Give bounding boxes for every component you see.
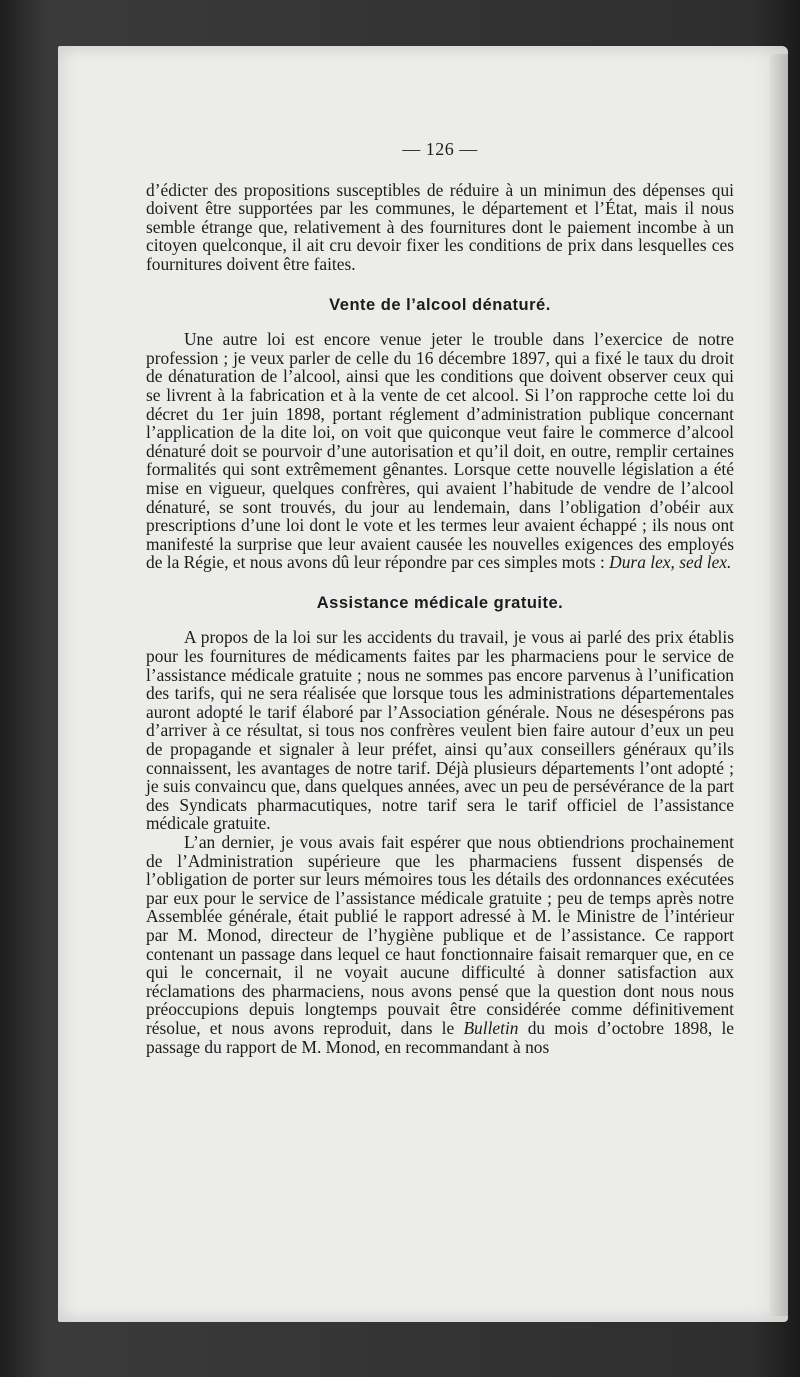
section-heading-assistance: Assistance médicale gratuite. <box>316 593 564 612</box>
paragraph-an-dernier <box>146 833 734 1056</box>
bulletin-title: Bulletin <box>463 1017 519 1038</box>
paragraph-an-dernier-end: du mois d’octobre 1898, le passage du rapport de M. Monod, en recommandant à nos <box>146 1017 734 1057</box>
paragraph-continuation: d’édicter des propositions susceptibles de réduire à un minimun des dépenses qui doivent être supportées par les communes, le département et l’État, mais il nous semble étrange que, relativement à des fournitures dont le paiement incombe à un citoyen quelconque, il ait cru devoir fixer les conditions de prix dans lesquelles ces fournitures doivent être faites. <box>146 179 734 274</box>
page-edge <box>770 54 788 1316</box>
page-number: — 126 — <box>402 139 478 159</box>
paragraph-an-dernier-start: L’an dernier, je vous avais fait espérer que nous obtiendrions prochainement de l’Administration supérieure que les pharmaciens fussent dispensés de l’obligation de porter sur leurs mémoires tous les détails des ordonnances exécutées par eux pour le service de l’assistance médicale gratuite ; peu de temps après notre Assemblée générale, était publié le rapport adressé à M. le Ministre de l’intérieur par M. Monod, directeur de l’hygiène publique et de l’assistance. Ce rapport contenant un passage dans lequel ce haut fonctionnaire faisait remarquer que, en ce qui le concernait, il ne voyait aucune difficulté à donner satisfaction aux réclamations des pharmaciens, nous avons pensé que la question dont nous nous préoccupions depuis longtemps pouvait être considérée comme définitivement résolue, et nous avons reproduit, dans le <box>146 832 734 1038</box>
paragraph-alcool-text: Une autre loi est encore venue jeter le trouble dans l’exercice de notre profession ; je veux parler de celle du 16 décembre 1897, qui a fixé le taux du droit de dénaturation de l’alcool, ainsi que les conditions que doivent observer ceux qui se livrent à la fabrication et à la vente de cet alcool. Si l’on rapproche cette loi du décret du 1er juin 1898, portant réglement d’administration publique concernant l’application de la dite loi, on voit que quiconque veut faire le commerce d’alcool dénaturé doit se pourvoir d’une autorisation et qu’il doit, en outre, remplir certaines formalités qui sont extrêmement gênantes. Lorsque cette nouvelle législation a été mise en vigueur, quelques confrères, qui avaient l’habitude de vendre de l’alcool dénaturé, se sont trouvés, du jour au lendemain, dans l’obligation d’obéir aux prescriptions d’une loi dont le vote et les termes leur avaient échappé ; ils nous ont manifesté la surprise que leur avaient causée les nouvelles exigences des employés de la Régie, et nous avons dû leur répondre par ces simples mots : <box>146 329 734 573</box>
paragraph-alcool <box>146 330 734 572</box>
latin-quote: Dura lex, sed lex. <box>609 552 732 573</box>
section-heading-alcool: Vente de l’alcool dénaturé. <box>329 295 551 314</box>
paragraph-assistance: A propos de la loi sur les accidents du travail, je vous ai parlé des prix établis pour les fournitures de médicaments faites par les pharmaciens pour le service de l’assistance médicale gratuite ; nous ne sommes pas encore parvenus à l’unification des tarifs, qui ne sera réalisée que lorsque tous les administrations départementales auront adopté le tarif élaboré par l’Association générale. Nous ne désespérons pas d’arriver à ce résultat, si tous nos confrères veulent bien faire autour d’eux un peu de propagande et signaler à leur préfet, ainsi qu’aux conseillers généraux qu’ils connaissent, les avantages de notre tarif. Déjà plusieurs départements l’ont adopté ; je suis convaincu que, dans quelques années, avec un peu de persévérance de la part des Syndicats pharmacutiques, notre tarif sera le tarif officiel de l’assistance médicale gratuite. <box>146 627 734 834</box>
page-text <box>146 140 734 1056</box>
